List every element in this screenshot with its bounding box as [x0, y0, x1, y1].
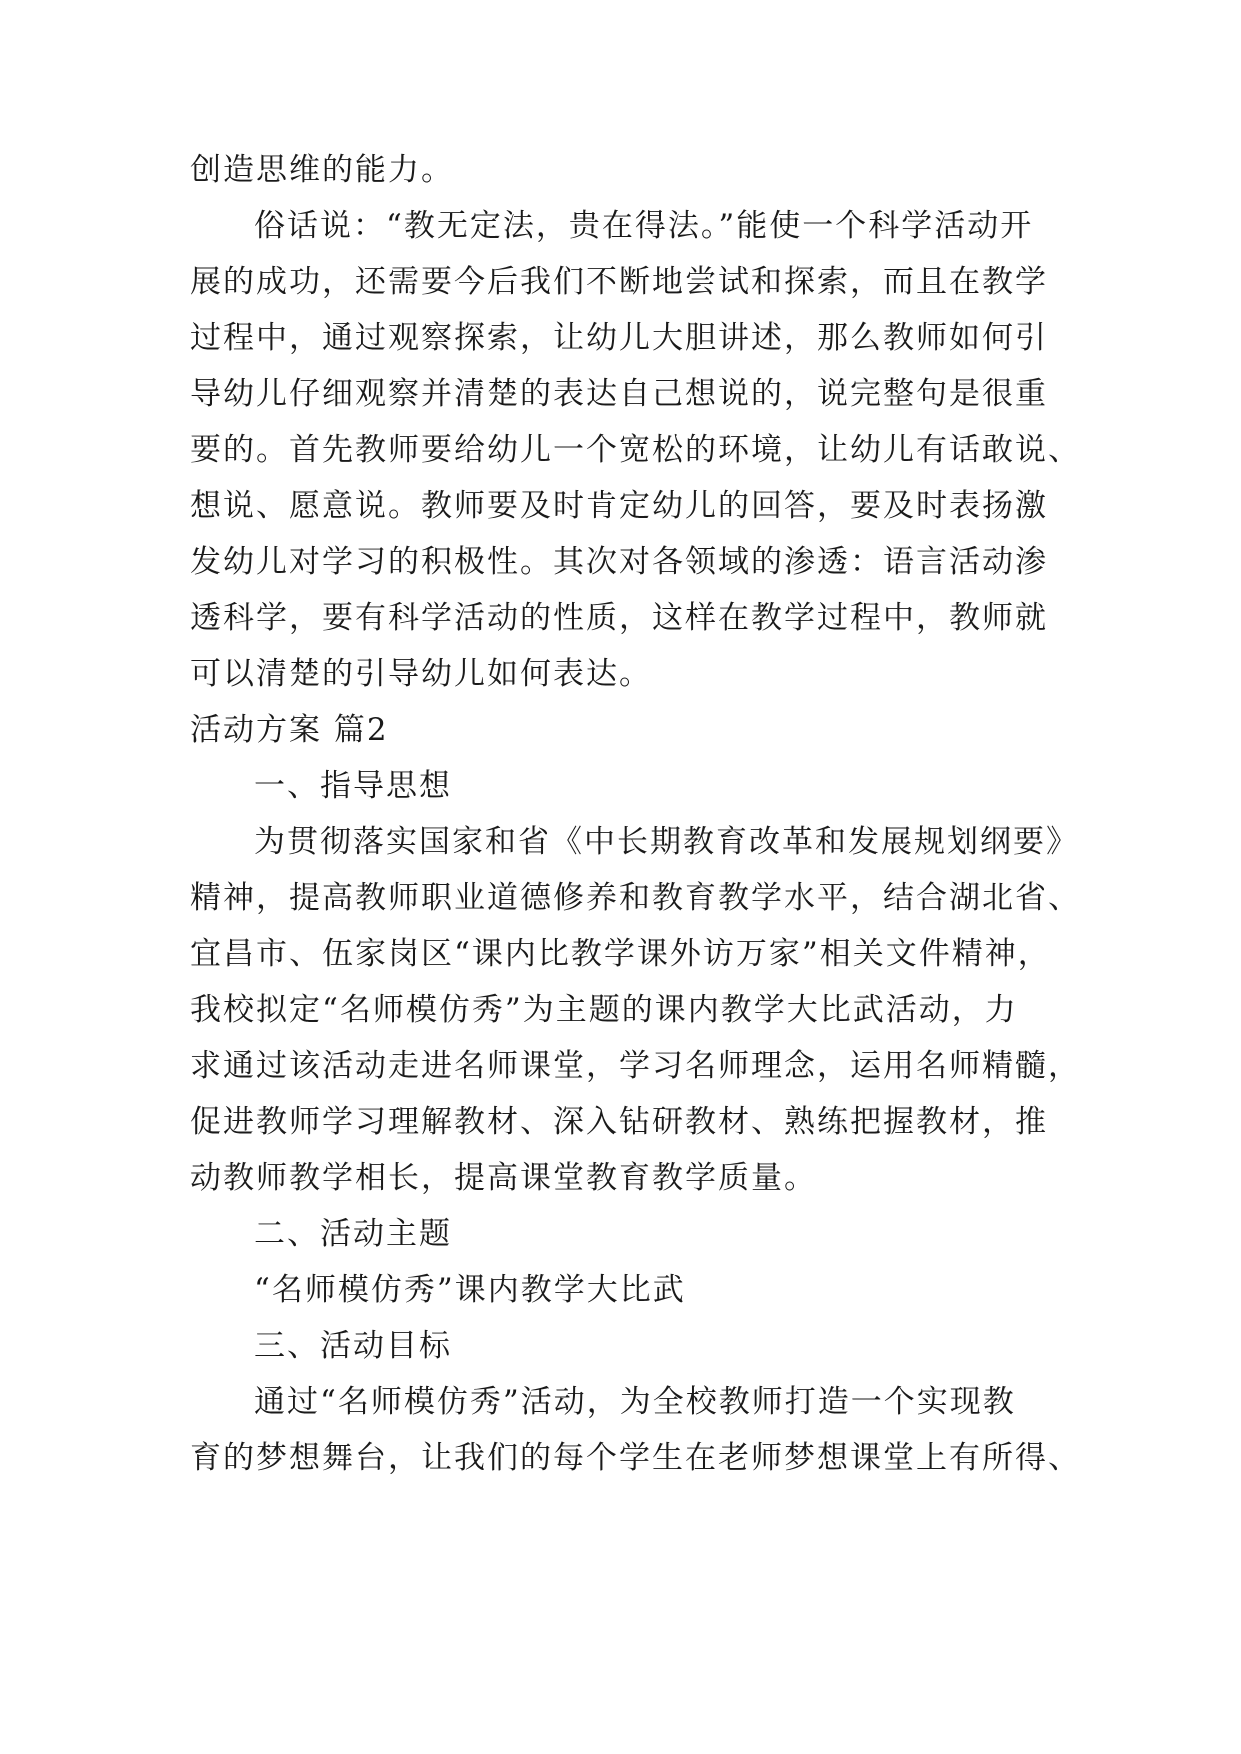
text-line: 可以清楚的引导幼儿如何表达。	[190, 656, 652, 692]
paragraph-start-line: 为贯彻落实国家和省《中长期教育改革和发展规划纲要》	[254, 824, 1079, 860]
text-line: 想说、愿意说。教师要及时肯定幼儿的回答，要及时表扬激	[190, 488, 1048, 524]
subheading: 二、活动主题	[254, 1216, 452, 1252]
text-line: 创造思维的能力。	[190, 152, 454, 188]
text-line: 展的成功，还需要今后我们不断地尝试和探索，而且在教学	[190, 264, 1048, 300]
subheading: 一、指导思想	[254, 768, 452, 804]
section-heading: 活动方案 篇2	[190, 712, 389, 748]
text-line: 发幼儿对学习的积极性。其次对各领域的渗透：语言活动渗	[190, 544, 1048, 580]
text-line: 精神，提高教师职业道德修养和教育教学水平，结合湖北省、	[190, 880, 1081, 916]
paragraph-start-line: 俗话说：“教无定法，贵在得法。”能使一个科学活动开	[254, 208, 1034, 244]
text-line: 导幼儿仔细观察并清楚的表达自己想说的，说完整句是很重	[190, 376, 1048, 412]
paragraph-start-line: 通过“名师模仿秀”活动，为全校教师打造一个实现教	[254, 1384, 1016, 1420]
text-line: 过程中，通过观察探索，让幼儿大胆讲述，那么教师如何引	[190, 320, 1048, 356]
subheading: 三、活动目标	[254, 1328, 452, 1364]
text-line: 育的梦想舞台，让我们的每个学生在老师梦想课堂上有所得、	[190, 1440, 1081, 1476]
paragraph-start-line: “名师模仿秀”课内教学大比武	[254, 1272, 686, 1308]
text-line: 动教师教学相长，提高课堂教育教学质量。	[190, 1160, 817, 1196]
text-line: 求通过该活动走进名师课堂，学习名师理念，运用名师精髓，	[190, 1048, 1081, 1084]
text-line: 透科学，要有科学活动的性质，这样在教学过程中，教师就	[190, 600, 1048, 636]
text-line: 促进教师学习理解教材、深入钻研教材、熟练把握教材，推	[190, 1104, 1048, 1140]
text-line: 要的。首先教师要给幼儿一个宽松的环境，让幼儿有话敢说、	[190, 432, 1081, 468]
text-line: 我校拟定“名师模仿秀”为主题的课内教学大比武活动，力	[190, 992, 1018, 1028]
text-line: 宜昌市、伍家岗区“课内比教学课外访万家”相关文件精神，	[190, 936, 1051, 972]
